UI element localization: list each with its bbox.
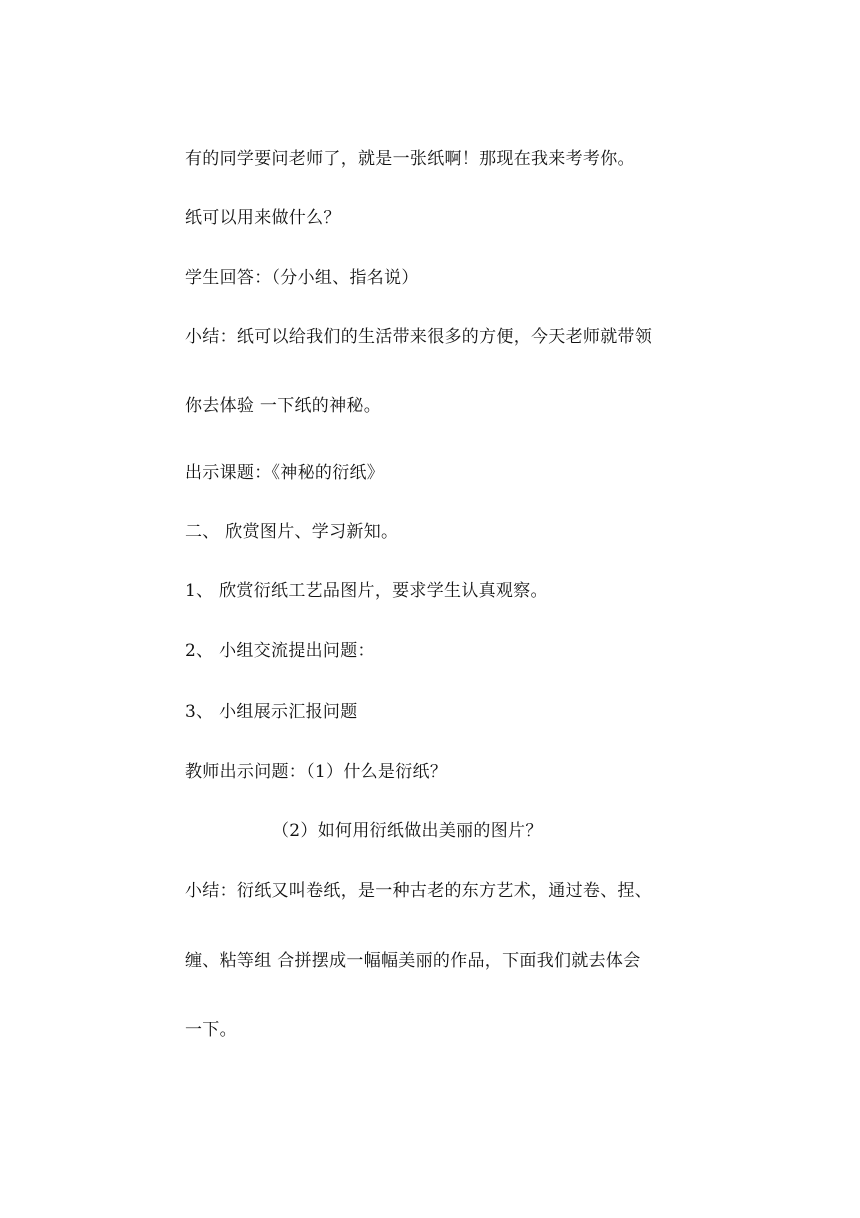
paragraph-line: 你去体验 一下纸的神秘。 bbox=[185, 396, 382, 416]
section-heading: 二、 欣赏图片、学习新知。 bbox=[185, 522, 399, 542]
paragraph-line: 小结：衍纸又叫卷纸，是一种古老的东方艺术，通过卷、捏、 bbox=[185, 881, 653, 901]
list-item: 1、 欣赏衍纸工艺品图片，要求学生认真观察。 bbox=[185, 581, 548, 601]
list-item: 3、 小组展示汇报问题 bbox=[185, 702, 358, 722]
list-item: 2、 小组交流提出问题： bbox=[185, 641, 375, 661]
paragraph-line: 出示课题：《神秘的衍纸》 bbox=[185, 463, 385, 483]
paragraph-line: 有的同学要问老师了，就是一张纸啊！那现在我来考考你。 bbox=[185, 149, 635, 169]
paragraph-line: 教师出示问题：（1）什么是衍纸？ bbox=[185, 762, 448, 782]
paragraph-line: 缠、粘等组 合拼摆成一幅幅美丽的作品，下面我们就去体会 bbox=[185, 951, 641, 971]
paragraph-line: 一下。 bbox=[185, 1020, 237, 1040]
paragraph-line: 学生回答：（分小组、指名说） bbox=[185, 268, 419, 288]
paragraph-line: 纸可以用来做什么？ bbox=[185, 208, 341, 228]
paragraph-line: 小结：纸可以给我们的生活带来很多的方便，今天老师就带领 bbox=[185, 327, 653, 347]
paragraph-line: （2）如何用衍纸做出美丽的图片？ bbox=[272, 821, 543, 841]
